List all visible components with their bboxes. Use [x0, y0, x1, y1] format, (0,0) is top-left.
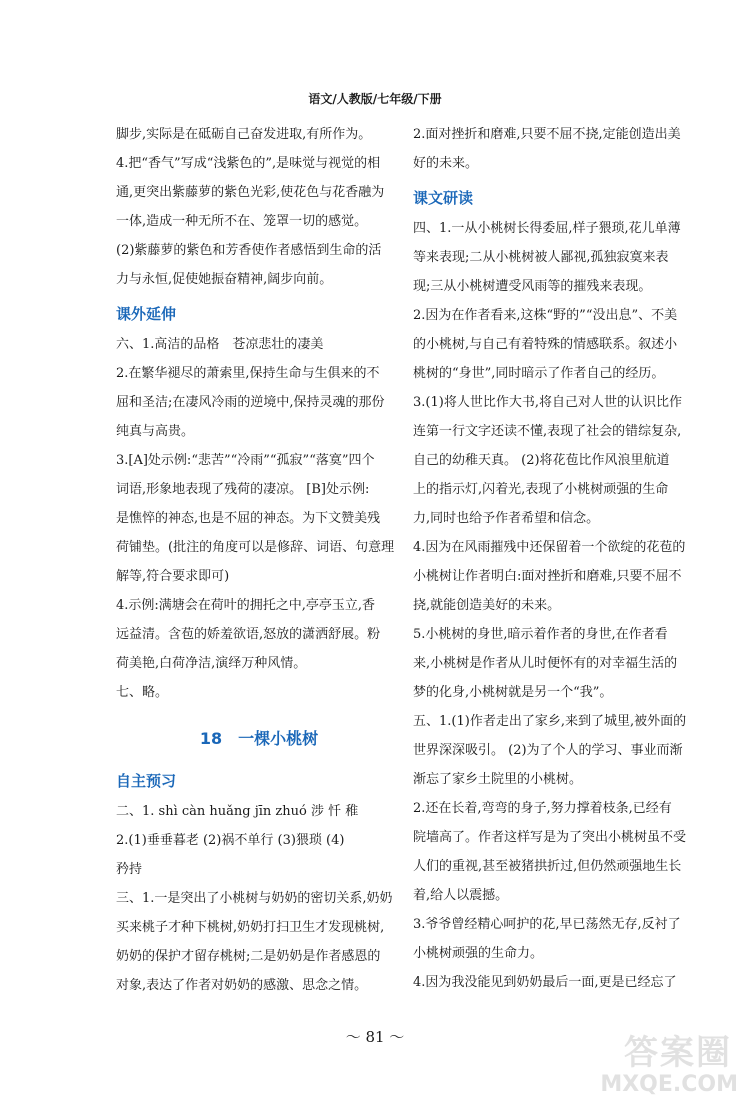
text-line: 梦的化身,小桃树就是另一个“我”。: [413, 685, 613, 700]
text-line: 5.小桃树的身世,暗示着作者的身世,在作者看: [413, 627, 668, 642]
text-line: 二、1. shì càn huǎng jīn zhuó 涉 忏 稚: [116, 804, 359, 819]
text-line: 对象,表达了作者对奶奶的感激、思念之情。: [116, 978, 368, 993]
text-line: 荷铺垫。(批注的角度可以是修辞、词语、句意理: [116, 540, 395, 555]
text-line: 世界深深吸引。 (2)为了个人的学习、事业而渐: [413, 743, 683, 758]
text-line: 一体,造成一种无所不在、笼罩一切的感觉。: [116, 214, 368, 229]
watermark-url: MXQE.COM: [600, 1072, 738, 1097]
text-line: 七、略。: [116, 685, 169, 700]
text-line: 桃树的“身世”,同时暗示了作者自己的经历。: [413, 366, 665, 381]
text-line: 脚步,实际是在砥砺自己奋发进取,有所作为。: [116, 127, 372, 142]
text-line: 力与永恒,促使她振奋精神,阔步向前。: [116, 272, 333, 287]
text-line: 解等,符合要求即可): [116, 569, 230, 584]
right-column: [413, 120, 703, 997]
text-line: 屈和圣洁;在凄风冷雨的逆境中,保持灵魂的那份: [116, 395, 385, 410]
chapter-title: 18 一棵小桃树: [199, 729, 319, 748]
left-column: [116, 120, 402, 1000]
text-line: 好的未来。: [413, 156, 479, 171]
text-line: 2.在繁华褪尽的萧索里,保持生命与生俱来的不: [116, 366, 380, 381]
text-line: 2.还在长着,弯弯的身子,努力撑着枝条,已经有: [413, 801, 672, 816]
text-line: 着,给人以震撼。: [413, 888, 509, 903]
text-line: 渐忘了家乡土院里的小桃树。: [413, 772, 583, 787]
text-line: 矜持: [116, 862, 143, 877]
text-line: 纯真与高贵。: [116, 424, 195, 439]
section-heading-preview: 自主预习: [116, 772, 177, 790]
text-line: 现;三从小桃树遭受风雨等的摧残来表现。: [413, 279, 652, 294]
text-line: 4.示例:满塘会在荷叶的拥托之中,亭亭玉立,香: [116, 598, 376, 613]
text-line: 小桃树顽强的生命力。: [413, 946, 544, 961]
text-line: 连第一行文字还读不懂,表现了社会的错综复杂,: [413, 424, 682, 439]
text-line: 四、1.一从小桃树长得委屈,样子猥琐,花儿单薄: [413, 221, 681, 236]
text-line: 等来表现;二从小桃树被人鄙视,孤独寂寞来表: [413, 250, 669, 265]
text-line: 2.因为在作者看来,这株“野的”“没出息”、不美: [413, 308, 678, 323]
text-line: 挠,就能创造美好的未来。: [413, 598, 561, 613]
right-block-1: [413, 120, 703, 178]
text-line: 远益清。含苞的娇羞欲语,怒放的潇洒舒展。粉: [116, 627, 381, 642]
text-line: 五、1.(1)作者走出了家乡,来到了城里,被外面的: [413, 714, 687, 729]
text-line: 2.面对挫折和磨难,只要不屈不挠,定能创造出美: [413, 127, 681, 142]
text-line: 词语,形象地表现了残荷的凄凉。 [B]处示例:: [116, 482, 370, 497]
right-block-2: [413, 214, 703, 997]
text-line: 三、1.一是突出了小桃树与奶奶的密切关系,奶奶: [116, 891, 393, 906]
text-line: 荷美艳,白荷净洁,演绎万种风情。: [116, 656, 307, 671]
watermark-text: 答案圈: [624, 1033, 732, 1073]
watermark-logo: [602, 1025, 742, 1097]
text-line: 3.(1)将人世比作大书,将自己对人世的认识比作: [413, 395, 682, 410]
page-number: ～ 81 ～: [345, 1028, 405, 1046]
left-block-3: [116, 797, 402, 1000]
text-line: 通,更突出紫藤萝的紫色光彩,使花色与花香融为: [116, 185, 385, 200]
left-block-2: [116, 330, 402, 707]
text-line: 4.因为在风雨摧残中还保留着一个欲绽的花苞的: [413, 540, 686, 555]
text-line: 六、1.高洁的品格 苍凉悲壮的凄美: [116, 337, 324, 352]
page-header: 语文/人教版/七年级/下册: [308, 92, 442, 106]
text-line: 力,同时也给予作者希望和信念。: [413, 511, 600, 526]
text-line: 的小桃树,与自己有着特殊的情感联系。叙述小: [413, 337, 678, 352]
text-line: 小桃树让作者明白:面对挫折和磨难,只要不屈不: [413, 569, 682, 584]
text-line: 上的指示灯,闪着光,表现了小桃树顽强的生命: [413, 482, 669, 497]
section-heading-study: 课文研读: [413, 189, 474, 207]
left-block-1: [116, 120, 402, 294]
text-line: (2)紫藤萝的紫色和芳香使作者感悟到生命的活: [116, 243, 382, 258]
text-line: 自己的幼稚天真。 (2)将花苞比作风浪里航道: [413, 453, 670, 468]
text-line: 买来桃子才种下桃树,奶奶打扫卫生才发现桃树,: [116, 920, 385, 935]
text-line: 是憔悴的神态,也是不屈的神态。为下文赞美残: [116, 511, 381, 526]
text-line: 4.因为我没能见到奶奶最后一面,更是已经忘了: [413, 975, 677, 990]
text-line: 来,小桃树是作者从儿时便怀有的对幸福生活的: [413, 656, 678, 671]
text-line: 院墙高了。作者这样写是为了突出小桃树虽不受: [413, 830, 687, 845]
section-heading-extension: 课外延伸: [116, 305, 177, 323]
text-line: 2.(1)垂垂暮老 (2)祸不单行 (3)猥琐 (4): [116, 833, 345, 848]
text-line: 4.把“香气”写成“浅紫色的”,是味觉与视觉的相: [116, 156, 381, 171]
text-line: 人们的重视,甚至被猪拱折过,但仍然顽强地生长: [413, 859, 682, 874]
text-line: 3.[A]处示例:“悲苦”“冷雨”“孤寂”“落寞”四个: [116, 453, 375, 468]
text-line: 奶奶的保护才留存桃树;二是奶奶是作者感恩的: [116, 949, 381, 964]
text-line: 3.爷爷曾经精心呵护的花,早已荡然无存,反衬了: [413, 917, 681, 932]
